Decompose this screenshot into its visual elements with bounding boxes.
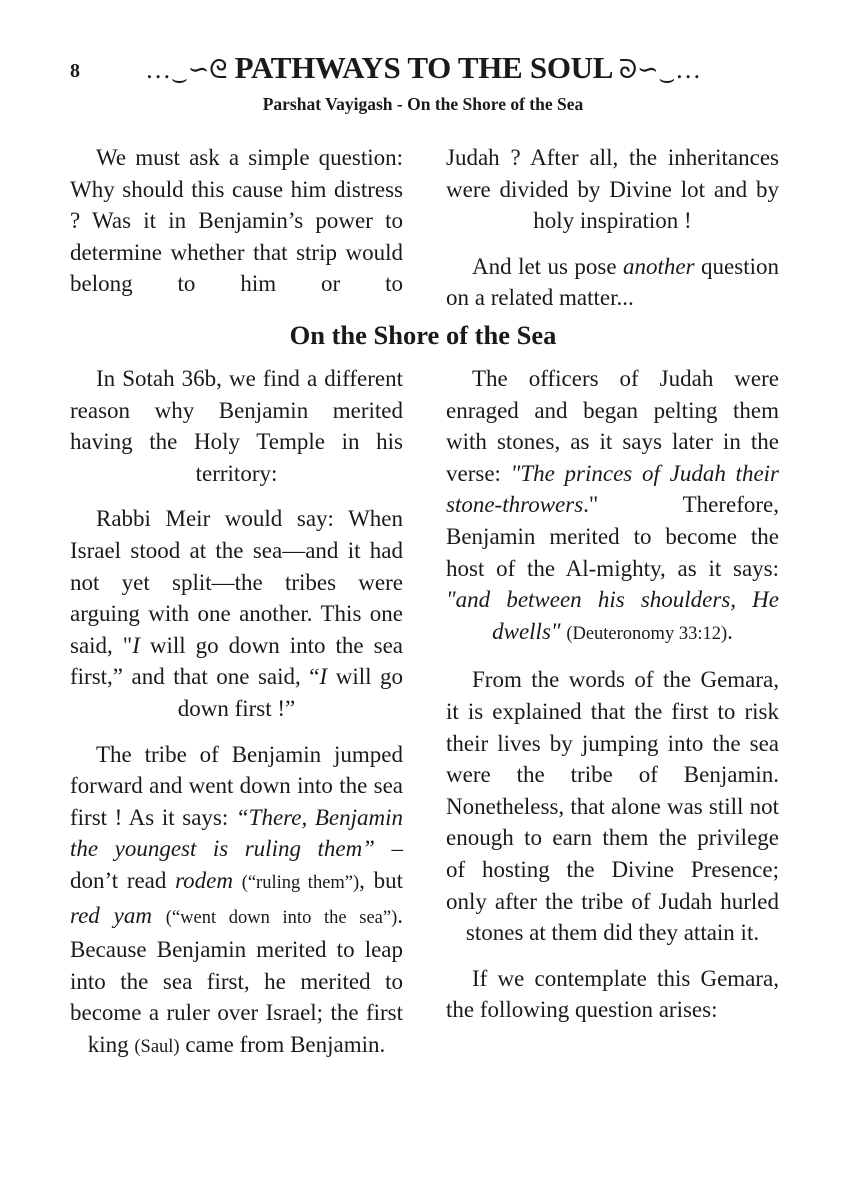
text-run: , but xyxy=(359,867,403,893)
paragraph xyxy=(446,363,779,650)
paragraph xyxy=(446,963,779,1026)
text-run xyxy=(152,903,166,928)
paragraph xyxy=(70,503,403,724)
text-run: question on a related matter... xyxy=(446,253,779,311)
running-header xyxy=(0,50,846,86)
section-heading: On the Shore of the Sea xyxy=(289,320,557,350)
page-number: 8 xyxy=(70,60,80,82)
italic-text: "The princes of Judah their stone-throwers xyxy=(446,460,779,518)
text-run: will go down into the sea first,” and that one said, “ xyxy=(70,632,403,690)
italic-text: another xyxy=(623,253,695,279)
book-title: PATHWAYS TO THE SOUL xyxy=(234,50,612,85)
text-run: came from Benjamin. xyxy=(179,1031,386,1057)
chapter-subtitle: Parshat Vayigash - On the Shore of the Sea xyxy=(262,94,584,114)
ornament-left-icon: …‿∽ᘓ xyxy=(145,55,228,84)
text-run xyxy=(233,868,242,893)
text-run: – don’t read xyxy=(70,836,403,893)
italic-text: “There, Benjamin the youngest is ruling them” xyxy=(70,804,404,862)
text-run: Rabbi Meir would say: When Israel stood at the sea—and it had not yet split—the tribes were arguing with one another. This one said, " xyxy=(70,506,403,658)
text-run: Judah ? After all, the inheritances were divided by Divine lot and by holy inspiration ! xyxy=(446,145,779,234)
parenthetical-text: (Saul) xyxy=(134,1036,180,1057)
italic-text: "and between his shoulders, He dwells" xyxy=(446,587,779,644)
ornament-right-icon: ᘐ∽‿… xyxy=(618,55,701,84)
parenthetical-text: (“ruling them”) xyxy=(241,872,360,893)
paragraph xyxy=(70,363,403,489)
text-run: The officers of Judah were enraged and began pelting them with stones, as it says later in the verse: xyxy=(446,366,779,486)
italic-text: red yam xyxy=(70,902,152,928)
text-run: In Sotah 36b, we find a different reason why Benjamin merited having the Holy Temple in his territory: xyxy=(70,366,403,486)
text-run: ." Therefore, Benjamin merited to become the host of the Al-mighty, as it says: xyxy=(446,492,779,581)
top-left-column xyxy=(70,142,403,314)
bottom-left-column xyxy=(70,363,403,1077)
parenthetical-text: (“went down into the sea”) xyxy=(165,907,398,928)
paragraph xyxy=(70,142,403,300)
italic-text: I xyxy=(319,664,328,690)
paragraph xyxy=(446,664,779,948)
paragraph xyxy=(446,142,779,237)
text-run: If we contemplate this Gemara, the following question arises: xyxy=(446,965,779,1023)
text-run: . Because Benjamin merited to leap into the sea first, he merited to become a ruler over Israel; the first king xyxy=(70,902,404,1057)
paragraph xyxy=(446,251,779,314)
text-run: . xyxy=(727,618,733,644)
text-run: will go down first !” xyxy=(177,664,404,721)
paragraph xyxy=(70,739,403,1064)
text-run: From the words of the Gemara, it is explained that the first to risk their lives by jumping into the sea were the tribe of Benjamin. Nonetheless, that alone was still not enough to earn them the privilege of hosting the Divine Presence; only after the tribe of Judah hurled stones at them did they attain it. xyxy=(446,667,779,946)
text-run: The tribe of Benjamin jumped forward and went down into the sea first ! As it says: xyxy=(70,741,403,830)
italic-text: I xyxy=(132,632,140,658)
text-run: We must ask a simple question: Why should this cause him distress ? Was it in Benjamin’s power to determine whether that strip would belong to him or to xyxy=(70,145,403,297)
italic-text: rodem xyxy=(175,867,233,893)
parenthetical-text: (Deuteronomy 33:12) xyxy=(566,623,728,644)
bottom-right-column xyxy=(446,363,779,1040)
top-right-column xyxy=(446,142,779,328)
text-run: And let us pose xyxy=(472,253,624,279)
